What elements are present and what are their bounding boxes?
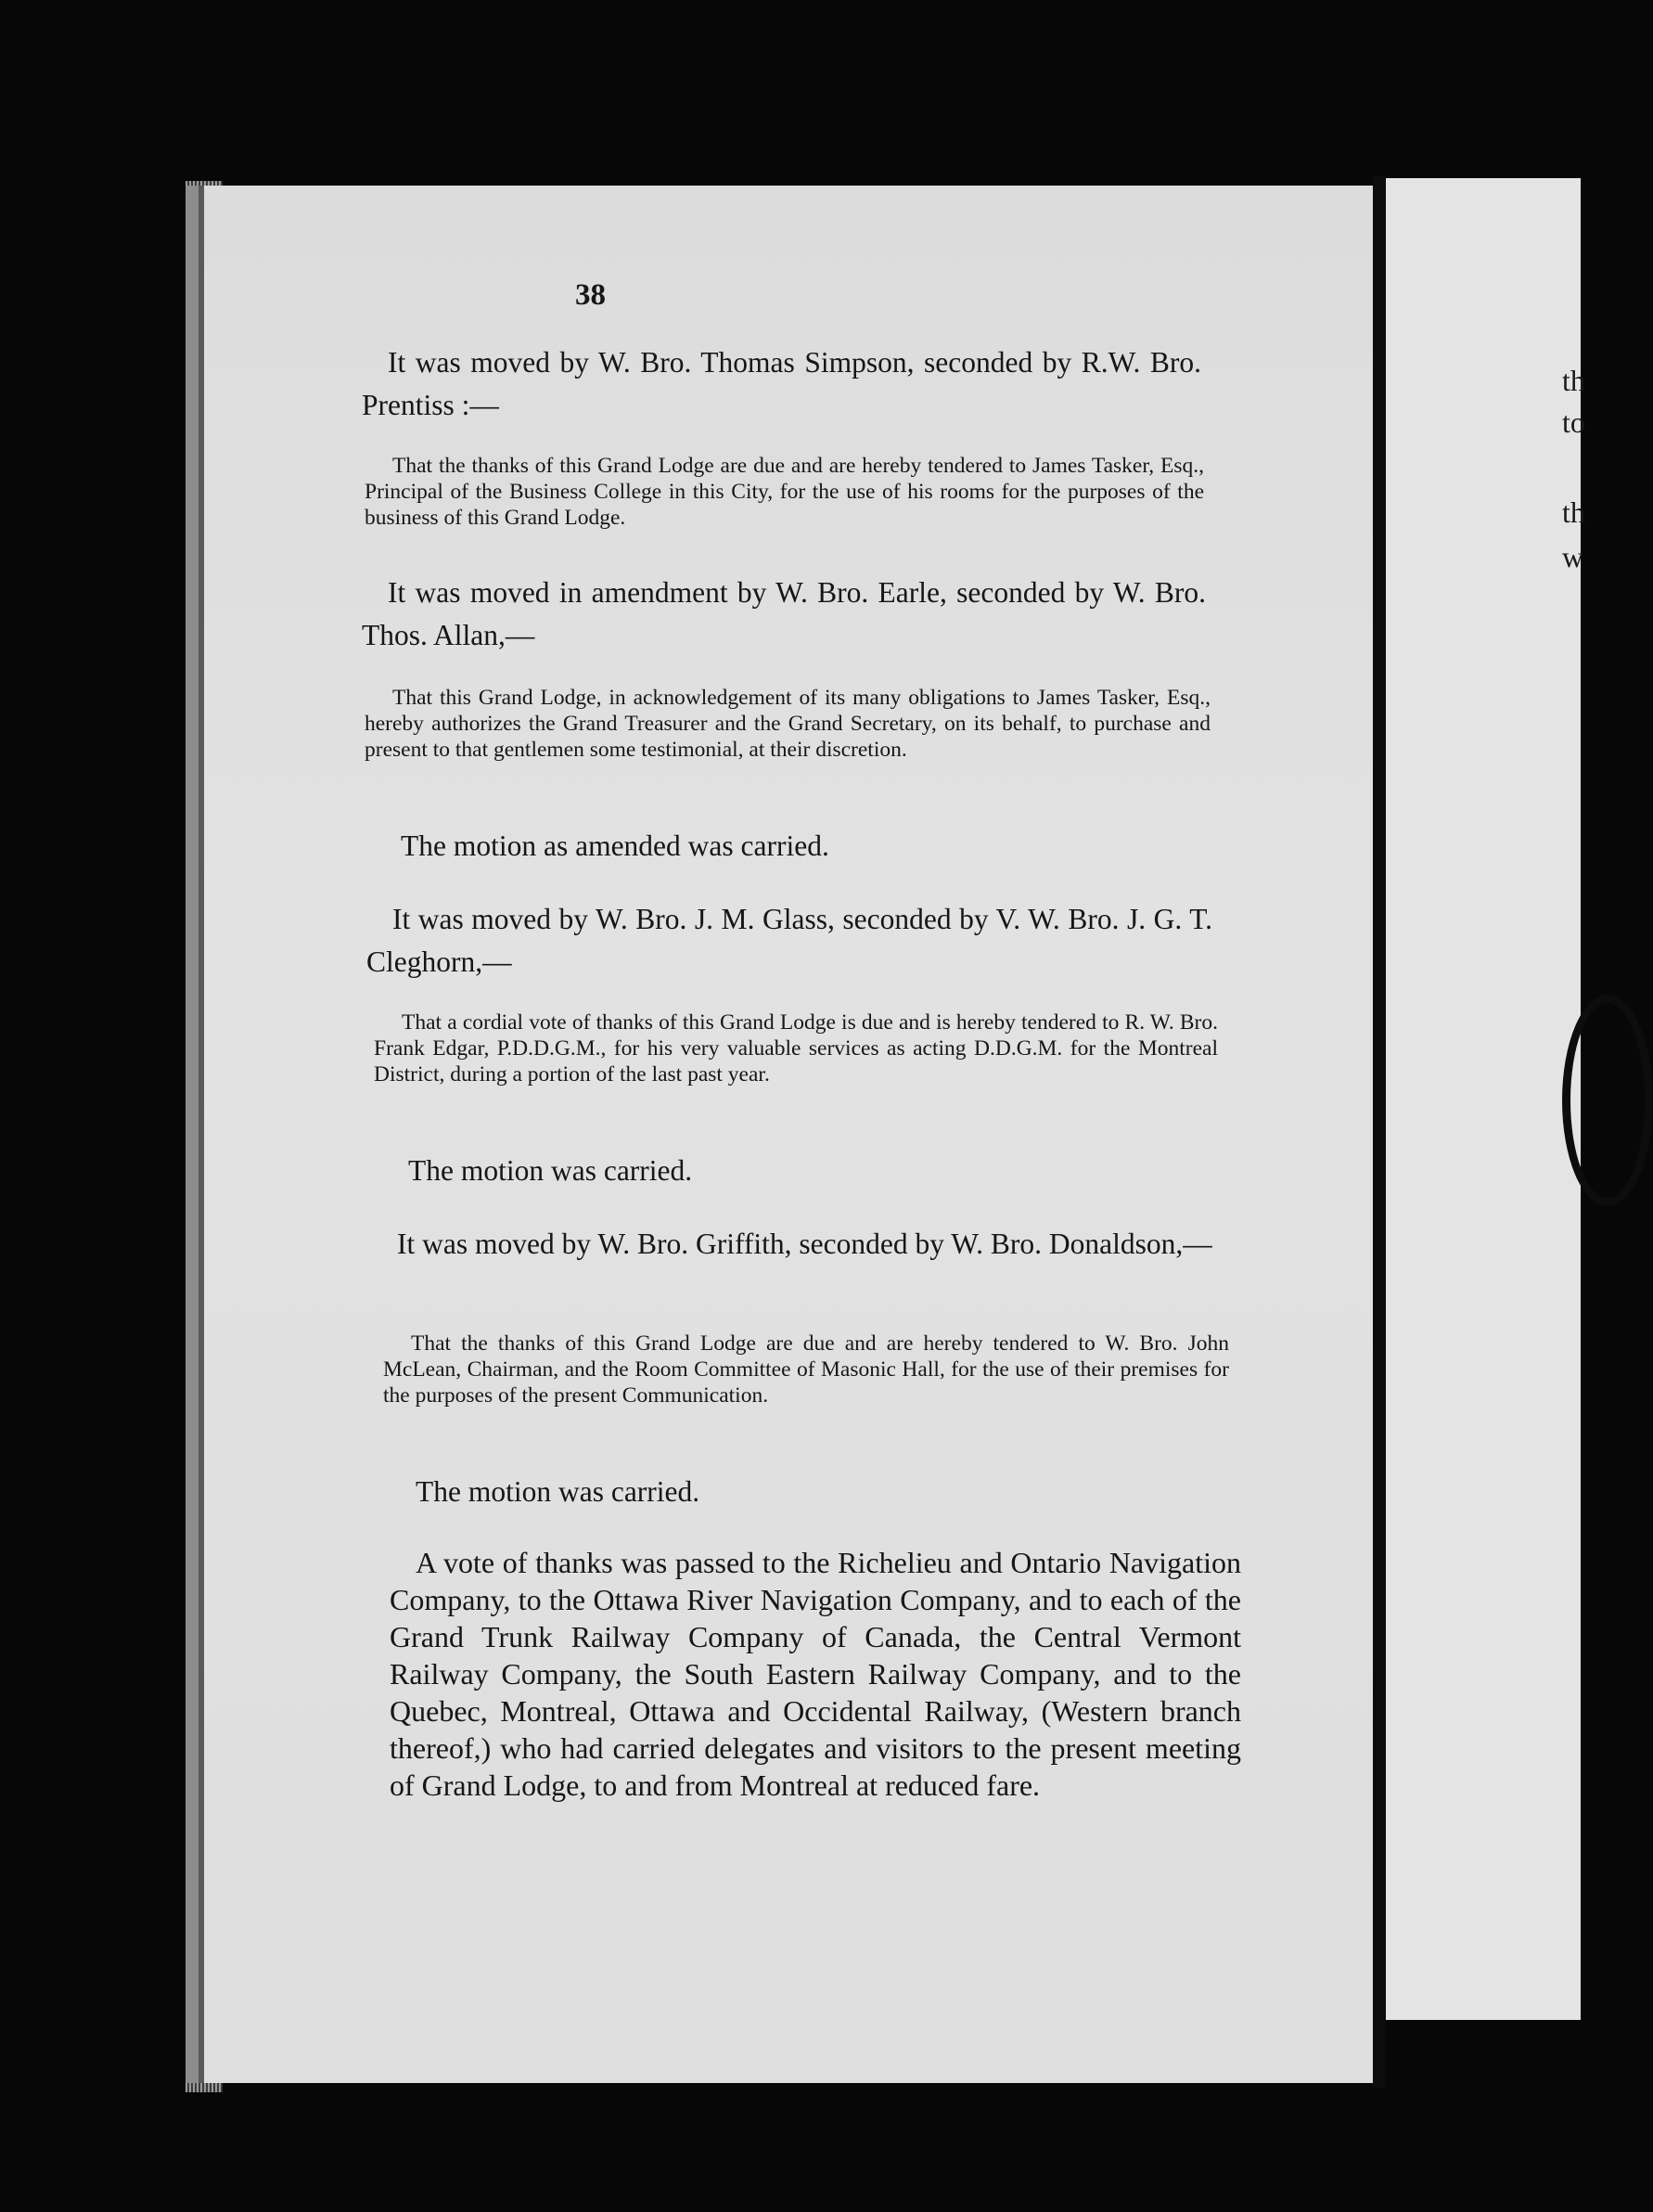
resolution-paragraph: That the thanks of this Grand Lodge are due and are hereby tendered to James Tasker, Esq., Principal of the Business College in this City, for the use of his rooms for the purposes of the business of this Grand Lodge. bbox=[365, 454, 1204, 530]
carried-statement: The motion was carried. bbox=[408, 1154, 693, 1187]
motion-paragraph: It was moved by W. Bro. Griffith, seconded by W. Bro. Donaldson,— bbox=[397, 1228, 1212, 1260]
facing-page-fragment: to bbox=[1562, 405, 1585, 439]
carried-statement: The motion was carried. bbox=[416, 1475, 700, 1508]
page-number: 38 bbox=[575, 278, 606, 312]
motion-paragraph: It was moved by W. Bro. Thomas Simpson, seconded by R.W. Bro. Prentiss :— bbox=[362, 346, 1201, 421]
motion-paragraph: It was moved in amendment by W. Bro. Earle, seconded by W. Bro. Thos. Allan,— bbox=[362, 576, 1206, 651]
book-gutter bbox=[1373, 176, 1386, 2088]
binding-ring bbox=[1562, 995, 1653, 1206]
facing-page-fragment: th bbox=[1562, 364, 1585, 397]
resolution-paragraph: That the thanks of this Grand Lodge are due and are hereby tendered to W. Bro. John McLean, Chairman, and the Room Committee of Masonic Hall, for the use of their premises for the purposes of the present Communication. bbox=[383, 1331, 1229, 1408]
facing-page-fragment: th bbox=[1562, 495, 1585, 529]
carried-statement: The motion as amended was carried. bbox=[401, 830, 829, 862]
resolution-paragraph: That a cordial vote of thanks of this Grand Lodge is due and is hereby tendered to R. W. Bro. Frank Edgar, P.D.D.G.M., for his very valuable services as acting D.D.G.M. for the Montreal District, during a portion of the last past year. bbox=[374, 1010, 1218, 1087]
facing-page-fragment: w bbox=[1562, 540, 1584, 573]
resolution-paragraph: That this Grand Lodge, in acknowledgement of its many obligations to James Tasker, Esq., hereby authorizes the Grand Treasurer and the Grand Secretary, on its behalf, to purchase and present to that gentlemen some testimonial, at their discretion. bbox=[365, 686, 1211, 762]
closing-paragraph: A vote of thanks was passed to the Richelieu and Ontario Navigation Company, to the Ottawa River Navigation Company, and to each of the Grand Trunk Railway Company of Canada, the Central Vermont Railway Company, the South Eastern Railway Company, and to the Quebec, Montreal, Ottawa and Occidental Railway, (Western branch thereof,) who had carried delegates and visitors to the present meeting of Grand Lodge, to and from Montreal at reduced fare. bbox=[390, 1546, 1241, 1802]
facing-page-strip bbox=[1386, 178, 1585, 2020]
motion-paragraph: It was moved by W. Bro. J. M. Glass, seconded by V. W. Bro. J. G. T. Cleghorn,— bbox=[366, 903, 1212, 978]
